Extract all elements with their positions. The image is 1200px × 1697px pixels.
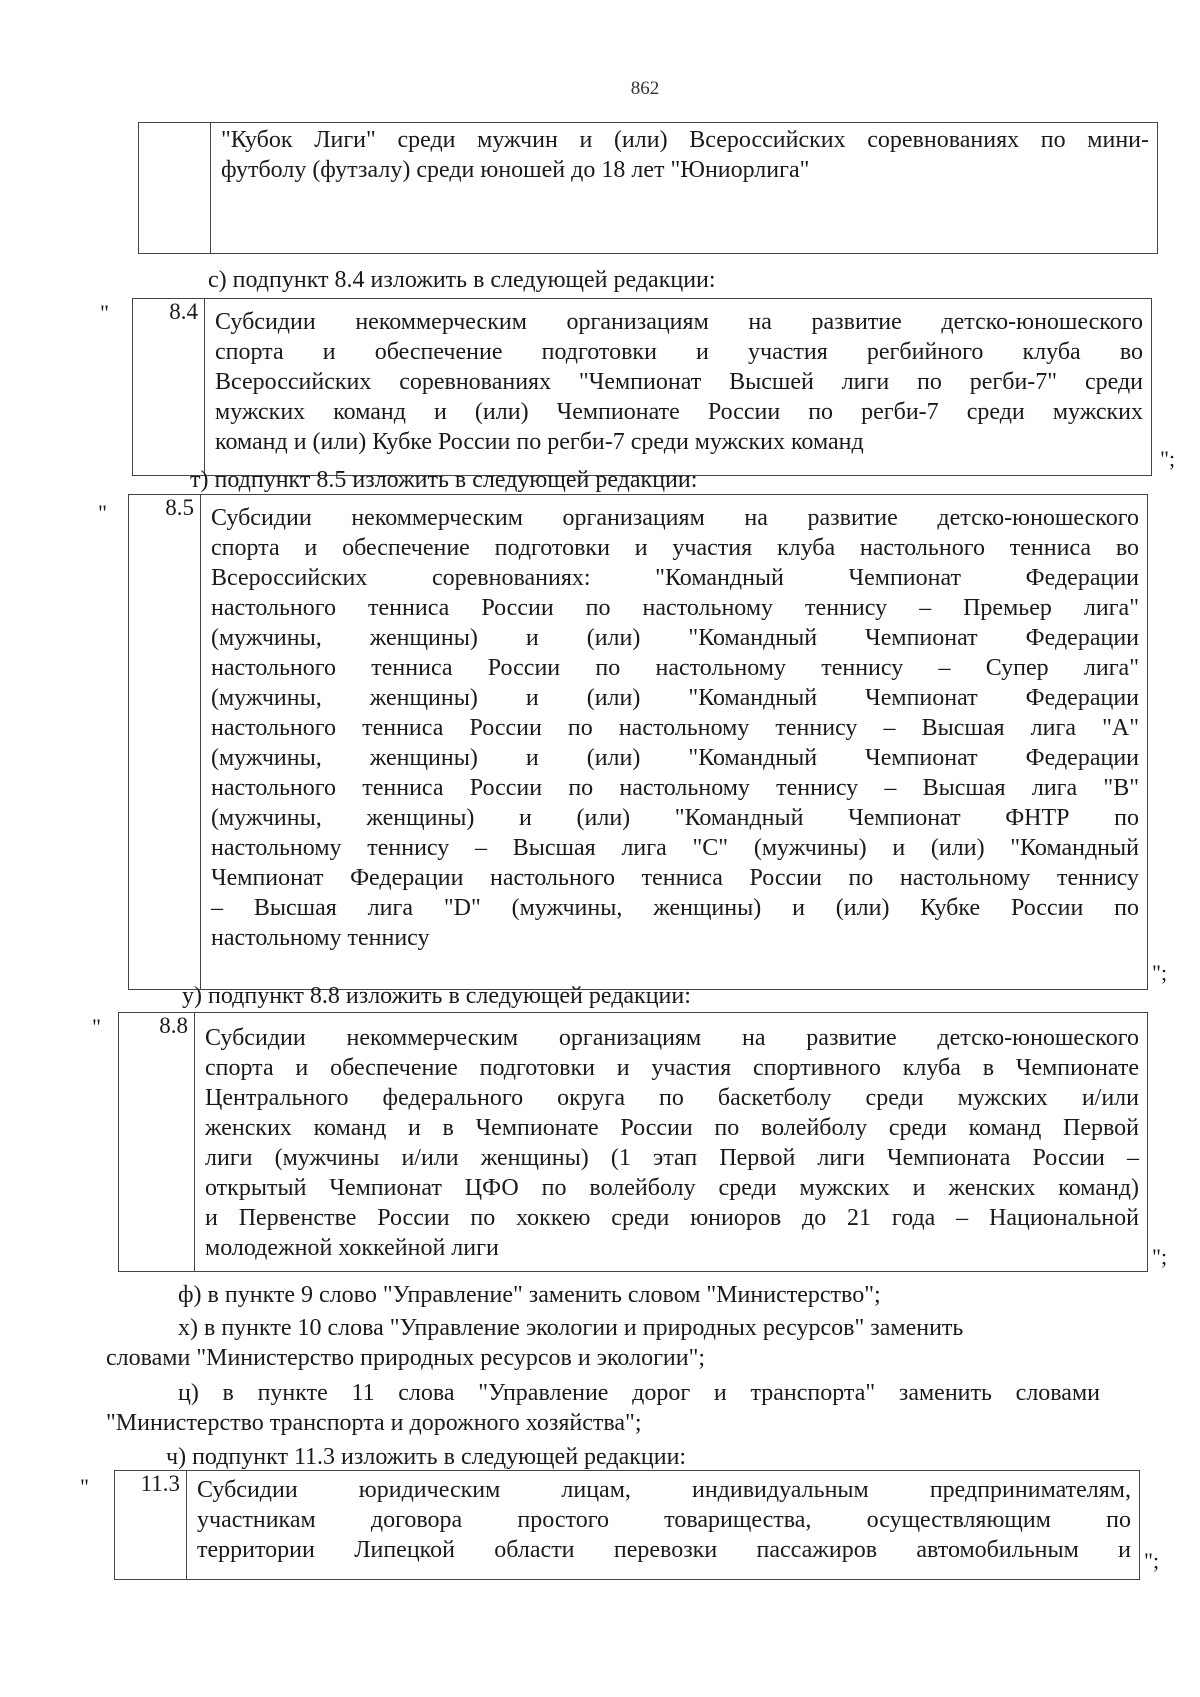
page-number: 862 (630, 78, 660, 99)
open-quote: " (92, 1014, 101, 1039)
row-text-line: мужских команд и (или) Чемпионате России по регби-7 среди мужских (215, 399, 1143, 425)
row-text-line: настольного тенниса России по настольному теннису – Супер лига" (211, 655, 1139, 681)
amendment-item: х) в пункте 10 слова "Управление экологии и природных ресурсов" заменить (178, 1315, 964, 1341)
row-text-line: Субсидии некоммерческим организациям на развитие детско-юношеского (205, 1025, 1139, 1051)
table-row-8-4 (132, 298, 1152, 476)
amendment-item: ф) в пункте 9 слово "Управление" заменить словом "Министерство"; (178, 1282, 881, 1308)
row-text-line: настольного тенниса России по настольному теннису – Высшая лига "В" (211, 775, 1139, 801)
row-text-line: (мужчины, женщины) и (или) "Командный Чемпионат ФНТР по (211, 805, 1139, 831)
amendment-item: с) подпункт 8.4 изложить в следующей редакции: (208, 267, 716, 293)
table-row-11-3 (114, 1470, 1140, 1580)
row-text-line: футболу (футзалу) среди юношей до 18 лет "Юниорлига" (221, 157, 810, 183)
row-text-line: настольному теннису – Высшая лига "С" (мужчины) и (или) "Командный (211, 835, 1139, 861)
row-text-line: настольному теннису (211, 925, 430, 951)
close-quote: "; (1144, 1548, 1160, 1573)
row-text-line: (мужчины, женщины) и (или) "Командный Чемпионат Федерации (211, 745, 1139, 771)
row-number-cell (139, 123, 211, 253)
amendment-item: ч) подпункт 11.3 изложить в следующей редакции: (166, 1444, 687, 1470)
amendment-item: т) подпункт 8.5 изложить в следующей редакции: (190, 467, 698, 493)
row-text-line: Чемпионат Федерации настольного тенниса России по настольному теннису (211, 865, 1139, 891)
amendment-item: ц) в пункте 11 слова "Управление дорог и транспорта" заменить словами (178, 1380, 1100, 1406)
open-quote: " (98, 500, 107, 525)
row-text-line: – Высшая лига "D" (мужчины, женщины) и (или) Кубке России по (211, 895, 1139, 921)
close-quote: "; (1152, 1244, 1168, 1269)
row-text-line: команд и (или) Кубке России по регби-7 среди мужских команд (215, 429, 864, 455)
table-row-8-5 (128, 494, 1148, 990)
row-text-line: спорта и обеспечение подготовки и участия регбийного клуба во (215, 339, 1143, 365)
row-number-cell: 8.5 (129, 495, 201, 989)
row-text-line: Всероссийских соревнованиях: "Командный Чемпионат Федерации (211, 565, 1139, 591)
row-text-line: открытый Чемпионат ЦФО по волейболу среди мужских и женских команд) (205, 1175, 1139, 1201)
row-text-line: Субсидии некоммерческим организациям на развитие детско-юношеского (211, 505, 1139, 531)
row-text-line: участникам договора простого товарищества, осуществляющим по (197, 1507, 1131, 1533)
row-text-cell (195, 1023, 1139, 1271)
row-text-line: (мужчины, женщины) и (или) "Командный Чемпионат Федерации (211, 685, 1139, 711)
row-text-line: спорта и обеспечение подготовки и участия спортивного клуба в Чемпионате (205, 1055, 1139, 1081)
row-text-line: настольного тенниса России по настольному теннису – Высшая лига "А" (211, 715, 1139, 741)
close-quote: "; (1152, 960, 1168, 985)
row-number-cell: 8.4 (133, 299, 205, 475)
table-row-continuation (138, 122, 1158, 254)
row-text-line: лиги (мужчины и/или женщины) (1 этап Первой лиги Чемпионата России – (205, 1145, 1139, 1171)
table-row-8-8 (118, 1012, 1148, 1272)
row-text-line: Всероссийских соревнованиях "Чемпионат Высшей лиги по регби-7" среди (215, 369, 1143, 395)
row-text-cell (201, 503, 1139, 989)
row-text-line: молодежной хоккейной лиги (205, 1235, 499, 1261)
row-text-line: Субсидии юридическим лицам, индивидуальным предпринимателям, (197, 1477, 1131, 1503)
row-text-line: Субсидии некоммерческим организациям на развитие детско-юношеского (215, 309, 1143, 335)
row-text-line: территории Липецкой области перевозки пассажиров автомобильным и (197, 1537, 1131, 1563)
row-text-cell (211, 125, 1149, 253)
amendment-item-continuation: "Министерство транспорта и дорожного хозяйства"; (106, 1410, 642, 1436)
row-text-line: Центрального федерального округа по баскетболу среди мужских и/или (205, 1085, 1139, 1111)
row-text-line: настольного тенниса России по настольному теннису – Премьер лига" (211, 595, 1139, 621)
close-quote: "; (1160, 446, 1176, 471)
row-text-cell (187, 1475, 1131, 1579)
row-text-line: (мужчины, женщины) и (или) "Командный Чемпионат Федерации (211, 625, 1139, 651)
row-text-line: женских команд и в Чемпионате России по волейболу среди команд Первой (205, 1115, 1139, 1141)
open-quote: " (80, 1474, 89, 1499)
row-text-line: и Первенстве России по хоккею среди юниоров до 21 года – Национальной (205, 1205, 1139, 1231)
amendment-item-continuation: словами "Министерство природных ресурсов и экологии"; (106, 1345, 706, 1371)
row-number-cell: 11.3 (115, 1471, 187, 1579)
row-text-cell (205, 307, 1143, 475)
amendment-item: у) подпункт 8.8 изложить в следующей редакции: (182, 983, 691, 1009)
open-quote: " (100, 300, 109, 325)
row-text-line: спорта и обеспечение подготовки и участия клуба настольного тенниса во (211, 535, 1139, 561)
row-number-cell: 8.8 (119, 1013, 195, 1271)
row-text-line: "Кубок Лиги" среди мужчин и (или) Всероссийских соревнованиях по мини- (221, 127, 1149, 153)
